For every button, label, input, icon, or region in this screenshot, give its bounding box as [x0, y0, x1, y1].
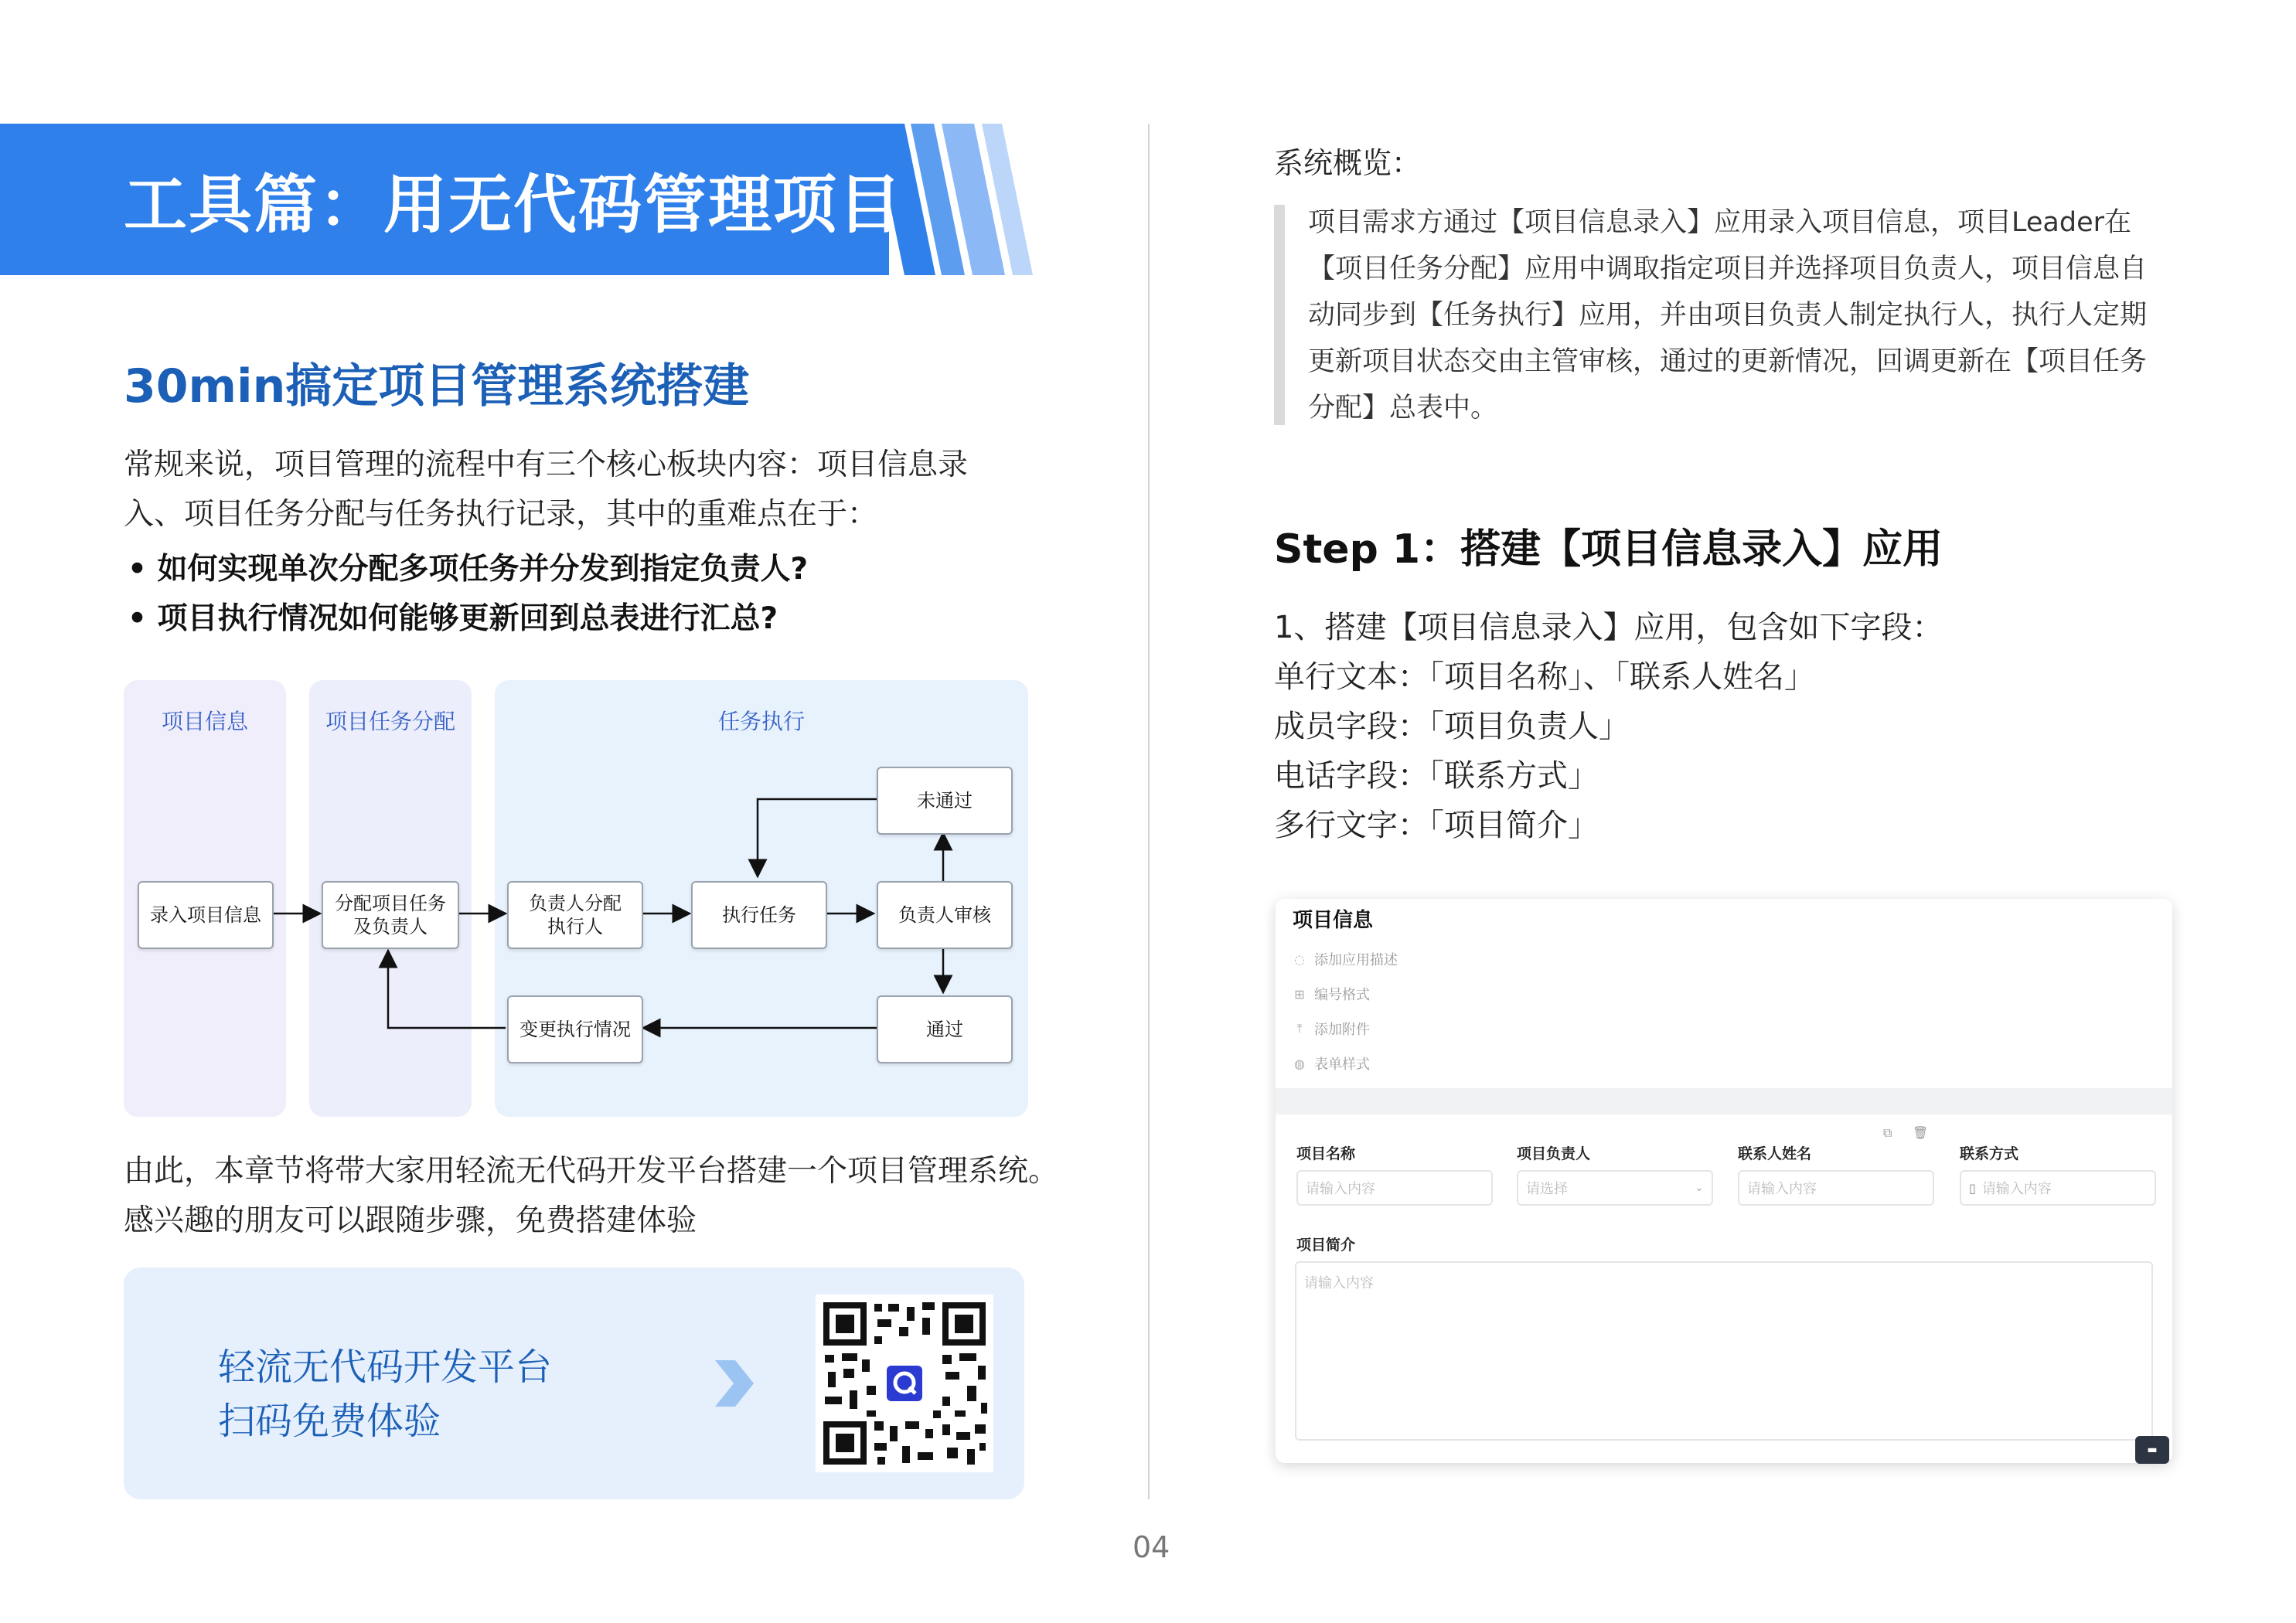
option-number-format[interactable] — [1293, 984, 1370, 1004]
upload-icon: ⤒ — [1296, 1021, 1303, 1036]
step-title: Step 1：搭建【项目信息录入】应用 — [1274, 526, 1943, 573]
qr-code-icon[interactable] — [816, 1295, 993, 1472]
section-title: 30min搞定项目管理系统搭建 — [124, 359, 750, 413]
overview-label: 系统概览： — [1274, 146, 1422, 180]
quote-line-1: 项目需求方通过【项目信息录入】应用录入项目信息，项目Leader在 — [1308, 207, 2132, 238]
outro-line-1: 由此，本章节将带大家用轻流无代码开发平台搭建一个项目管理系统。 — [124, 1154, 1059, 1189]
label-project-intro: 项目简介 — [1296, 1237, 1356, 1254]
label-contact-name: 联系人姓名 — [1738, 1145, 1812, 1162]
project-owner-select[interactable] — [1517, 1170, 1713, 1206]
page-number: 04 — [1133, 1530, 1170, 1564]
field-line-2: 单行文本：「项目名称」、「联系人姓名」 — [1274, 659, 1815, 695]
node-leader-review: 负责人审核 — [877, 881, 1013, 949]
node-assign-task — [322, 881, 459, 949]
field-line-3: 成员字段：「项目负责人」 — [1274, 709, 1630, 744]
promo-line-2: 扫码免费体验 — [218, 1400, 441, 1443]
node-assign-task-line2: 及负责人 — [353, 916, 428, 937]
phone-icon: ▯ — [1969, 1180, 1976, 1196]
lane-title-task-exec: 任务执行 — [717, 709, 805, 734]
quote-bar — [1274, 205, 1285, 425]
arrow-right-icon — [715, 1360, 754, 1407]
lane-title-project-info: 项目信息 — [161, 709, 248, 734]
comment-icon: ◌ — [1294, 951, 1305, 967]
chevron-down-icon: ⌄ — [1695, 1182, 1704, 1194]
field-line-5: 多行文字：「项目简介」 — [1274, 808, 1599, 843]
quote-line-3: 动同步到【任务执行】应用，并由项目负责人制定执行人，执行人定期 — [1308, 300, 2148, 331]
flow-arrows — [0, 0, 1082, 1128]
contact-name-input[interactable]: 请输入内容 — [1738, 1170, 1934, 1206]
quote-line-2: 【项目任务分配】应用中调取指定项目并选择项目负责人，项目信息自 — [1308, 253, 2148, 284]
option-form-style[interactable] — [1293, 1053, 1370, 1073]
field-line-4: 电话字段：「联系方式」 — [1274, 758, 1599, 794]
option-add-description-label: 添加应用描述 — [1314, 952, 1398, 968]
project-name-input[interactable]: 请输入内容 — [1296, 1170, 1493, 1206]
option-add-attachment[interactable] — [1293, 1019, 1370, 1039]
node-change-status: 变更执行情况 — [507, 995, 643, 1063]
node-assign-executor — [507, 881, 643, 949]
node-assign-task-line1: 分配项目任务 — [335, 893, 446, 914]
promo-line-1: 轻流无代码开发平台 — [218, 1346, 553, 1389]
option-add-description[interactable] — [1293, 949, 1398, 969]
lane-title-task-assign: 项目任务分配 — [325, 709, 455, 734]
contact-phone-placeholder: 请输入内容 — [1981, 1181, 2052, 1197]
quote-line-5: 分配】总表中。 — [1308, 393, 1498, 424]
banner-title: 工具篇：用无代码管理项目 — [124, 168, 904, 242]
node-assign-executor-line1: 负责人分配 — [529, 893, 622, 914]
intro-line-1: 常规来说，项目管理的流程中有三个核心板块内容：项目信息录 — [124, 447, 969, 482]
grid-icon: ⊞ — [1294, 986, 1305, 1002]
project-owner-select-placeholder: 请选择 — [1526, 1181, 1568, 1197]
delete-icon[interactable]: 🗑 — [1913, 1125, 1929, 1140]
label-project-name: 项目名称 — [1296, 1145, 1356, 1162]
bullet-2-text: 项目执行情况如何能够更新回到总表进行汇总? — [157, 601, 778, 636]
label-project-owner: 项目负责人 — [1517, 1145, 1591, 1162]
field-line-1: 1、搭建【项目信息录入】应用，包含如下字段： — [1274, 610, 1943, 645]
node-approved: 通过 — [877, 995, 1013, 1063]
option-number-format-label: 编号格式 — [1314, 987, 1370, 1003]
bullet-2: • 项目执行情况如何能够更新回到总表进行汇总? — [128, 601, 778, 636]
chat-icon[interactable]: ▬ — [2135, 1436, 2169, 1464]
node-enter-project-info: 录入项目信息 — [138, 881, 274, 949]
contact-phone-input[interactable] — [1960, 1170, 2156, 1206]
node-execute-task: 执行任务 — [691, 881, 827, 949]
option-form-style-label: 表单样式 — [1314, 1056, 1370, 1073]
copy-icon[interactable]: ⧉ — [1883, 1125, 1892, 1140]
project-intro-textarea[interactable]: 请输入内容 — [1295, 1261, 2153, 1441]
option-add-attachment-label: 添加附件 — [1314, 1022, 1370, 1038]
bullet-1: • 如何实现单次分配多项任务并分发到指定负责人? — [128, 552, 809, 587]
form-separator — [1276, 1088, 2172, 1114]
page-divider — [1148, 124, 1150, 1499]
form-title: 项目信息 — [1293, 909, 1374, 932]
outro-line-2: 感兴趣的朋友可以跟随步骤，免费搭建体验 — [124, 1203, 697, 1238]
label-contact-phone: 联系方式 — [1960, 1145, 2019, 1162]
palette-icon: ◍ — [1294, 1056, 1305, 1071]
node-assign-executor-line2: 执行人 — [547, 916, 603, 937]
bullet-1-text: 如何实现单次分配多项任务并分发到指定负责人? — [157, 552, 809, 587]
node-rejected: 未通过 — [877, 767, 1013, 835]
quote-line-4: 更新项目状态交由主管审核，通过的更新情况，回调更新在【项目任务 — [1308, 346, 2148, 377]
intro-line-2: 入、项目任务分配与任务执行记录，其中的重难点在于： — [124, 497, 878, 532]
